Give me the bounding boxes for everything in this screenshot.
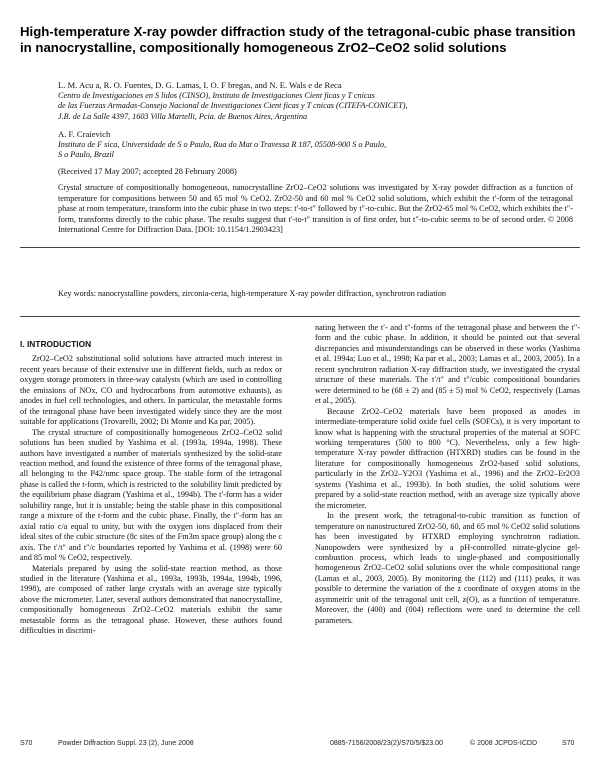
received-dates: (Received 17 May 2007; accepted 28 February 2008)	[58, 167, 237, 176]
left-column	[20, 339, 282, 637]
divider-top	[20, 247, 580, 248]
paragraph: ZrO2–CeO2 substitutional solid solutions have attracted much interest in recent years because of their extensive use in different fields, such as redox or oxygen storage promoters in three-way catalysts (which are used in controlling the emissions of NOx, CO and hydrocarbons from automotive exhausts), as anodes in fuel cell technologies, and others. In particular, the metastable forms of the tetragonal phase have been investigated widely since they are the most suitable for applications (Trovarelli, 2002; Di Monte and Ka par, 2005).	[20, 354, 282, 427]
footer-code: 0885-7156/2008/23(2)/S70/5/$23.00	[330, 740, 443, 747]
footer-journal: Powder Diffraction Suppl. 23 (2), June 2008	[58, 740, 194, 747]
right-column	[315, 323, 580, 626]
author-list-1: L. M. Acu a, R. O. Fuentes, D. G. Lamas, I. O. F bregas, and N. E. Wals e de Reca	[58, 80, 342, 90]
affiliation-line: Instituto de F sica, Universidade de S o Paulo, Rua do Mat o Travessa R 187, 05508-900 S o Paulo,	[58, 139, 387, 149]
footer-page-left: S70	[20, 740, 33, 747]
paper-title: High-temperature X-ray powder diffraction study of the tetragonal-cubic phase transition in nanocrystalline, compositionally homogeneous ZrO2–CeO2 solid solutions	[20, 24, 576, 55]
keywords: Key words: nanocrystalline powders, zirconia-ceria, high-temperature X-ray powder diffraction, synchrotron radiation	[58, 289, 446, 298]
author-block-1	[58, 80, 578, 122]
footer-page-right: S70	[562, 740, 575, 747]
author-block-2	[58, 129, 578, 161]
divider-bottom	[20, 316, 580, 317]
affiliation-line: J.B. de La Salle 4397, 1603 Villa Martelli, Pcia. de Buenos Aires, Argentina	[58, 111, 308, 121]
affiliation-line: S o Paulo, Brazil	[58, 150, 114, 159]
paragraph: Materials prepared by using the solid-state reaction method, as those studied in the literature (Yashima et al., 1993a, 1993b, 1994a, 1994b, 1996, 1998), are composed of rather large crystals with an average size typically above the micrometer. Later, several authors demonstrated that nanocrystalline, compositionally homogeneous ZrO2–CeO2 materials exhibit the same metastable forms as the tetragonal phase. However, these authors found difficulties in discrimi-	[20, 563, 282, 636]
author-list-2: A. F. Craievich	[58, 129, 111, 139]
paragraph: nating between the t′- and t″-forms of the tetragonal phase and between the t″-form and the cubic phase. In addition, it should be pointed out that several discrepancies and misunderstandings can be observed in these works (Yashima et al. 1994a; Luo et al., 1998; Ka par et al., 2003; Lamas et al., 2003, 2005). In a recent synchrotron radiation X-ray diffraction study, we investigated the crystal structure of these materials. The t′/t″ and t″/cubic compositional boundaries were determined to be (68 ± 2) and (85 ± 5) mol % CeO2, respectively (Lamas et al., 2005).	[315, 323, 580, 406]
section-heading: I. INTRODUCTION	[20, 339, 92, 349]
affiliation-line: Centro de Investigaciones en S lidos (CINSO), Instituto de Investigaciones Cient ficas y T cnicas	[58, 90, 375, 100]
affiliation-line: de las Fuerzas Armadas-Consejo Nacional de Investigaciones Cient ficas y T cnicas (CITEFA-CONICET),	[58, 101, 408, 110]
footer-copyright: © 2008 JCPDS-ICDD	[470, 740, 538, 747]
paragraph: The crystal structure of compositionally homogeneous ZrO2–CeO2 solid solutions has been studied by Yashima et al. (1993a, 1994a, 1998). These authors have investigated a number of materials synthesized by the solid-state reaction method, and found the existence of three forms of the tetragonal phase, all belonging to the P42/nmc space group. The stable form of the tetragonal phase is called the t-form, which is restricted to the solubility limit predicted by the equilibrium phase diagram (Yashima et al., 1994b). The t′-form has a wider solubility range, but it is unstable; being the stable phase in this compositional range a mixture of the t-form and the cubic phase. Finally, the t″-form has an axial ratio c/a equal to unity, but with the oxygen ions displaced from their ideal sites of the cubic structure (8c sites of the Fm3m space group) along the c axis. The t′/t″ and t″/c boundaries reported by Yashima et al. (1998) were 60 and 85 mol % CeO2, respectively.	[20, 427, 282, 563]
abstract: Crystal structure of compositionally homogeneous, nanocrystalline ZrO2–CeO2 solutions was investigated by X-ray powder diffraction as a function of temperature for compositions between 50 and 65 mol % CeO2. ZrO2-50 and 60 mol % CeO2 solid solutions, which exhibit the t′-form of the tetragonal phase at room temperature, transform into the cubic phase in two steps: t′-to-t″ followed by t″-to-cubic. But the ZrO2-65 mol % CeO2, which exhibits the t″-form, transforms directly to the cubic phase. The results suggest that t′-to-t″ transition is of first order, but t″-to-cubic seems to be of second order. © 2008 International Centre for Diffraction Data. [DOI: 10.1154/1.2903423]	[58, 183, 573, 234]
paragraph: In the present work, the tetragonal-to-cubic transition as function of temperature on nanostructured ZrO2-50, 60, and 65 mol % CeO2 solid solutions has been investigated by HTXRD employing synchrotron radiation. Nanopowders were synthesized by a pH-controlled nitrate-glycine gel-combustion process, which leads to single-phased and compositionally homogeneous ZrO2–CeO2 solid solutions over the whole compositional range (Lamas et al., 2003, 2005). By monitoring the (112) and (111) peaks, it was possible to determine the variation of the z coordinate of oxygen atoms in the asymmetric unit of the tetragonal unit cell, z(O), as a function of temperature. Moreover, the (400) and (004) reflections were used to determine the cell parameters.	[315, 511, 580, 625]
paragraph: Because ZrO2–CeO2 materials have been proposed as anodes in intermediate-temperature solid oxide fuel cells (SOFCs), it is very important to know what is happening with the structural properties of the material at SOFC working temperatures (500 to 800 °C). Nevertheless, only a few high-temperature X-ray powder diffraction (HTXRD) studies can be found in the literature for compositionally homogeneous ZrO2-based solid solutions, particularly in the ZrO2–Y2O3 (Yashima et al., 1996) and the ZrO2–Er2O3 systems (Yashima et al., 1993b). In both studies, the solid solutions were prepared by a solid-state reaction method, with an average size typically above the micrometer.	[315, 406, 580, 510]
